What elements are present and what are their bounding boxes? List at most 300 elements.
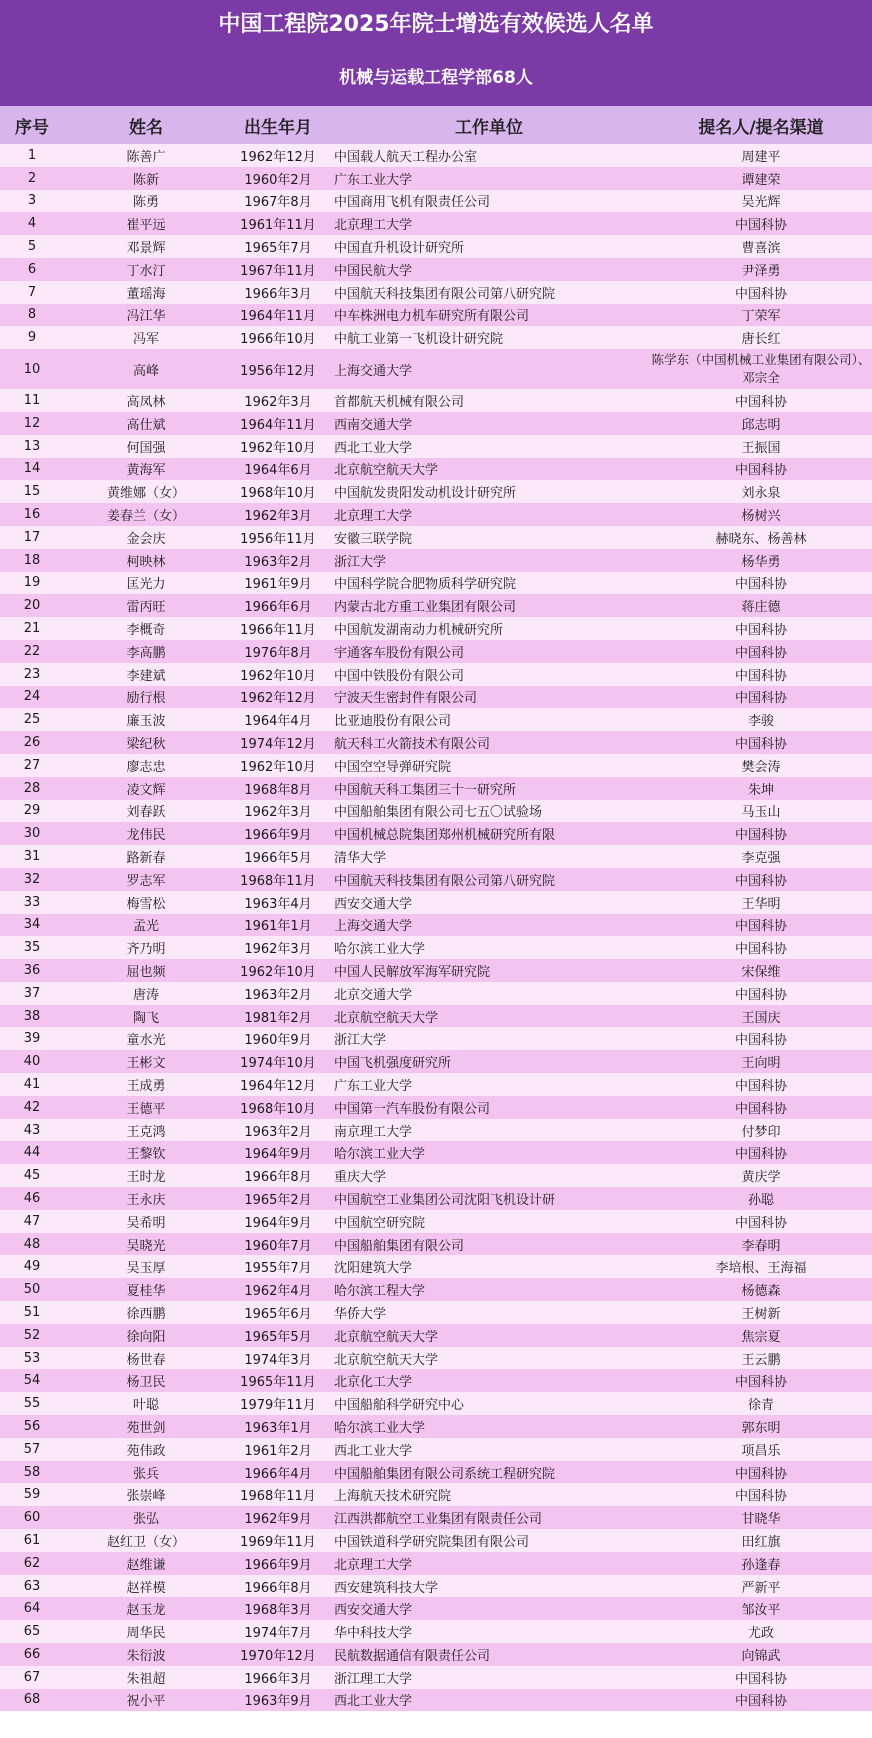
table-row: [0, 1164, 872, 1187]
cell-no: 56: [23, 1418, 41, 1434]
table-row: [0, 640, 872, 663]
cell-nominator: 付梦印: [741, 1124, 781, 1140]
cell-nominator: 樊会涛: [741, 759, 781, 775]
cell-birth: 1965年5月: [244, 1329, 312, 1345]
cell-name: 唐涛: [132, 987, 159, 1003]
cell-no: 8: [27, 307, 37, 323]
cell-unit: 北京航空航天大学: [334, 463, 439, 479]
table-row: [0, 1119, 872, 1142]
cell-unit: 江西洪都航空工业集团有限责任公司: [334, 1512, 543, 1528]
cell-nominator: 周建平: [741, 149, 781, 165]
cell-unit: 西北工业大学: [334, 1694, 413, 1710]
table-row: [0, 412, 872, 435]
cell-unit: 沈阳建筑大学: [334, 1261, 413, 1277]
cell-birth: 1964年11月: [240, 417, 316, 433]
cell-nominator: 杨华勇: [741, 554, 781, 570]
cell-birth: 1968年11月: [240, 873, 316, 889]
cell-nominator: 中国科协: [734, 1466, 787, 1482]
cell-no: 27: [23, 757, 41, 773]
cell-unit: 上海交通大学: [334, 363, 413, 379]
cell-no: 28: [23, 780, 41, 796]
cell-birth: 1955年7月: [244, 1261, 312, 1277]
cell-no: 62: [23, 1555, 41, 1571]
cell-name: 冯军: [132, 332, 159, 348]
cell-no: 26: [23, 735, 41, 751]
cell-unit: 中国科学院合肥物质科学研究院: [334, 577, 517, 593]
cell-nominator: 中国科协: [734, 668, 787, 684]
table-row: [0, 281, 872, 304]
cell-nominator: 杨德森: [741, 1284, 781, 1300]
cell-no: 41: [23, 1076, 41, 1092]
cell-name: 廉玉波: [126, 714, 166, 730]
table-row: [0, 1392, 872, 1415]
cell-name: 罗志军: [126, 873, 166, 889]
cell-nominator: 中国科协: [734, 1078, 787, 1094]
table-row: [0, 731, 872, 754]
cell-name: 王黎钦: [126, 1147, 166, 1163]
cell-name: 王彬文: [126, 1056, 166, 1072]
cell-unit: 北京理工大学: [334, 218, 413, 234]
cell-nominator: 中国科协: [734, 1215, 787, 1231]
table-row: [0, 1255, 872, 1278]
cell-no: 36: [23, 962, 41, 978]
cell-nominator: 孙聪: [747, 1192, 774, 1208]
cell-unit: 内蒙古北方重工业集团有限公司: [334, 600, 517, 616]
cell-name: 朱祖超: [126, 1671, 166, 1687]
table-row: [0, 480, 872, 503]
table-row: [0, 914, 872, 937]
cell-no: 51: [23, 1304, 41, 1320]
table-row: [0, 326, 872, 349]
cell-birth: 1960年9月: [244, 1033, 312, 1049]
cell-birth: 1961年9月: [244, 577, 312, 593]
cell-no: 5: [27, 239, 37, 255]
table-row: [0, 663, 872, 686]
table-row: [0, 190, 872, 213]
cell-nominator: 中国科协: [734, 828, 787, 844]
cell-unit: 中国铁道科学研究院集团有限公司: [334, 1534, 530, 1550]
cell-unit: 北京交通大学: [334, 987, 413, 1003]
cell-unit: 宁波天生密封件有限公司: [334, 691, 478, 707]
cell-birth: 1966年9月: [244, 828, 312, 844]
cell-name: 张弘: [132, 1512, 159, 1528]
cell-unit: 中航工业第一飞机设计研究院: [334, 332, 504, 348]
cell-nominator: 谭建荣: [741, 172, 781, 188]
table-row: [0, 458, 872, 481]
cell-birth: 1963年4月: [244, 896, 312, 912]
cell-name: 廖志忠: [126, 759, 166, 775]
table-row: [0, 1096, 872, 1119]
cell-no: 9: [27, 330, 37, 346]
cell-unit: 浙江理工大学: [334, 1671, 413, 1687]
cell-no: 45: [23, 1168, 41, 1184]
cell-name: 吴晓光: [126, 1238, 166, 1254]
cell-name: 金会庆: [126, 531, 166, 547]
cell-no: 44: [23, 1145, 41, 1161]
cell-birth: 1976年8月: [244, 645, 312, 661]
header-no: 序号: [15, 117, 49, 138]
cell-unit: 浙江大学: [334, 554, 387, 570]
cell-name: 杨卫民: [126, 1375, 166, 1391]
cell-name: 王克鸿: [126, 1124, 166, 1140]
cell-name: 雷丙旺: [126, 600, 166, 616]
cell-birth: 1966年3月: [244, 286, 312, 302]
cell-no: 19: [23, 575, 41, 591]
cell-nominator: 朱坤: [747, 782, 774, 798]
cell-birth: 1964年12月: [240, 1078, 316, 1094]
table-row: [0, 1438, 872, 1461]
cell-unit: 中国航天科技集团有限公司第八研究院: [334, 286, 556, 302]
cell-birth: 1964年4月: [244, 714, 312, 730]
cell-unit: 北京航空航天大学: [334, 1329, 439, 1345]
cell-birth: 1966年10月: [240, 332, 316, 348]
cell-unit: 中国船舶集团有限公司七五〇试验场: [334, 805, 543, 821]
cell-no: 40: [23, 1054, 41, 1070]
cell-unit: 中国载人航天工程办公室: [334, 149, 478, 165]
cell-nominator: 王树新: [741, 1306, 781, 1322]
cell-no: 30: [23, 826, 41, 842]
cell-unit: 中车株洲电力机车研究所有限公司: [334, 309, 530, 325]
cell-name: 朱衍波: [126, 1648, 166, 1664]
cell-no: 16: [23, 507, 41, 523]
table-row: [0, 1324, 872, 1347]
cell-name: 路新春: [126, 851, 166, 866]
cell-name: 梅雪松: [126, 896, 166, 912]
cell-birth: 1966年5月: [244, 851, 312, 866]
cell-name: 王时龙: [126, 1170, 166, 1186]
cell-no: 38: [23, 1008, 41, 1024]
table-row: [0, 891, 872, 914]
table-row: [0, 754, 872, 777]
cell-birth: 1974年10月: [240, 1056, 316, 1072]
table-row: [0, 144, 872, 167]
table-row: [0, 822, 872, 845]
cell-no: 1: [27, 147, 37, 163]
cell-unit: 中国空空导弹研究院: [334, 759, 452, 775]
cell-birth: 1970年12月: [240, 1648, 316, 1664]
cell-name: 孟光: [132, 919, 159, 935]
cell-birth: 1962年10月: [240, 759, 316, 775]
table-row: [0, 1301, 872, 1324]
cell-nominator: 邱志明: [741, 417, 781, 433]
cell-name: 崔平远: [126, 218, 166, 234]
cell-name: 陈善广: [126, 149, 166, 165]
cell-no: 34: [23, 917, 41, 933]
table-row: [0, 1278, 872, 1301]
cell-name: 苑伟政: [126, 1443, 166, 1459]
cell-name: 吴希明: [126, 1215, 166, 1231]
cell-no: 57: [23, 1441, 41, 1457]
cell-no: 60: [23, 1510, 41, 1526]
cell-birth: 1965年6月: [244, 1306, 312, 1322]
cell-unit: 中国第一汽车股份有限公司: [334, 1101, 491, 1117]
cell-unit: 哈尔滨工业大学: [334, 1147, 426, 1163]
cell-unit: 中国人民解放军海军研究院: [334, 964, 491, 980]
page-title: 中国工程院2025年院士增选有效候选人名单: [0, 0, 872, 50]
cell-name: 赵祥模: [126, 1580, 166, 1596]
table-row: [0, 1027, 872, 1050]
cell-birth: 1968年11月: [240, 1489, 316, 1505]
cell-no: 35: [23, 940, 41, 956]
header-birth: 出生年月: [244, 117, 312, 138]
cell-no: 53: [23, 1350, 41, 1366]
cell-nominator: 刘永泉: [741, 486, 781, 502]
cell-name: 凌文辉: [126, 782, 166, 798]
page-subtitle: 机械与运载工程学部68人: [0, 50, 872, 106]
table-row: [0, 686, 872, 709]
cell-birth: 1961年1月: [244, 919, 312, 935]
cell-name: 屈也频: [126, 964, 166, 980]
cell-unit: 中国航天科工集团三十一研究所: [334, 782, 517, 798]
cell-name: 姜春兰（女）: [106, 509, 185, 525]
cell-nominator: 李克强: [741, 851, 781, 866]
cell-birth: 1966年8月: [244, 1170, 312, 1186]
cell-name: 李建斌: [126, 668, 166, 684]
cell-no: 59: [23, 1487, 41, 1503]
cell-unit: 北京化工大学: [334, 1375, 413, 1391]
cell-unit: 航天科工火箭技术有限公司: [334, 737, 491, 753]
cell-birth: 1961年11月: [240, 218, 316, 234]
cell-no: 21: [23, 621, 41, 637]
cell-birth: 1964年9月: [244, 1215, 312, 1231]
table-row: [0, 389, 872, 412]
cell-birth: 1968年10月: [240, 486, 316, 502]
table-row: [0, 982, 872, 1005]
cell-nominator: 杨树兴: [741, 509, 781, 525]
cell-name: 冯江华: [126, 309, 166, 325]
cell-birth: 1967年11月: [240, 263, 316, 279]
cell-nominator: 王振国: [741, 440, 781, 456]
cell-unit: 中国航发湖南动力机械研究所: [334, 623, 504, 639]
cell-nominator: 曹喜滨: [741, 241, 781, 257]
table-row: [0, 617, 872, 640]
cell-unit: 北京理工大学: [334, 509, 413, 525]
cell-unit: 浙江大学: [334, 1033, 387, 1049]
cell-unit: 中国直升机设计研究所: [334, 241, 465, 257]
cell-no: 42: [23, 1099, 41, 1115]
cell-unit: 华中科技大学: [334, 1626, 413, 1642]
cell-birth: 1962年12月: [240, 149, 316, 165]
cell-nominator: 宋保维: [741, 964, 781, 980]
cell-name: 刘春跃: [126, 805, 166, 821]
cell-no: 13: [23, 438, 41, 454]
cell-nominator: 孙逢春: [741, 1557, 781, 1573]
table-row: [0, 526, 872, 549]
cell-unit: 中国机械总院集团郑州机械研究所有限: [334, 828, 556, 844]
cell-nominator: 中国科协: [734, 691, 787, 707]
table-row: [0, 435, 872, 458]
cell-name: 童水光: [126, 1033, 166, 1049]
cell-name: 高仕斌: [126, 417, 166, 433]
cell-nominator: 焦宗夏: [741, 1329, 781, 1345]
cell-unit: 安徽三联学院: [334, 531, 413, 547]
cell-no: 52: [23, 1327, 41, 1343]
table-row: [0, 1210, 872, 1233]
cell-unit: 西北工业大学: [334, 440, 413, 456]
cell-name: 李概奇: [126, 623, 166, 639]
cell-no: 58: [23, 1464, 41, 1480]
cell-nominator: 陈学东（中国机械工业集团有限公司）、邓宗全: [651, 352, 871, 386]
cell-nominator: 李春明: [741, 1238, 781, 1254]
cell-name: 梁纪秋: [126, 737, 166, 753]
cell-unit: 中国航空工业集团公司沈阳飞机设计研: [334, 1192, 556, 1208]
cell-unit: 北京航空航天大学: [334, 1352, 439, 1368]
cell-name: 黄维娜（女）: [106, 486, 185, 502]
cell-name: 赵维谦: [126, 1557, 166, 1573]
table-row: [0, 167, 872, 190]
cell-unit: 西南交通大学: [334, 417, 413, 433]
cell-no: 68: [23, 1692, 41, 1708]
cell-nominator: 唐长红: [741, 332, 781, 348]
cell-birth: 1966年6月: [244, 600, 312, 616]
cell-birth: 1962年4月: [244, 1284, 312, 1300]
cell-birth: 1968年8月: [244, 782, 312, 798]
table-row: [0, 1666, 872, 1689]
cell-unit: 广东工业大学: [334, 1078, 413, 1094]
cell-birth: 1966年11月: [240, 623, 316, 639]
cell-unit: 中国船舶科学研究中心: [334, 1398, 465, 1414]
cell-nominator: 黄庆学: [741, 1170, 781, 1186]
cell-nominator: 严新平: [741, 1580, 781, 1596]
cell-unit: 北京航空航天大学: [334, 1010, 439, 1026]
cell-birth: 1963年2月: [244, 987, 312, 1003]
cell-unit: 中国船舶集团有限公司: [334, 1238, 465, 1254]
cell-unit: 中国航发贵阳发动机设计研究所: [334, 486, 517, 502]
cell-unit: 宇通客车股份有限公司: [334, 645, 465, 661]
table-row: [0, 503, 872, 526]
cell-name: 吴玉厚: [126, 1261, 166, 1277]
table-row: [0, 1689, 872, 1712]
cell-nominator: 中国科协: [734, 1489, 787, 1505]
cell-unit: 比亚迪股份有限公司: [334, 714, 452, 730]
cell-nominator: 田红旗: [741, 1534, 781, 1550]
cell-no: 2: [27, 170, 37, 186]
cell-birth: 1963年9月: [244, 1694, 312, 1710]
cell-nominator: 中国科协: [734, 987, 787, 1003]
cell-unit: 哈尔滨工业大学: [334, 942, 426, 958]
cell-name: 王永庆: [126, 1192, 166, 1208]
cell-name: 赵玉龙: [126, 1603, 166, 1619]
cell-name: 张崇峰: [126, 1489, 166, 1505]
cell-no: 7: [27, 284, 37, 300]
header-unit: 工作单位: [455, 117, 523, 138]
cell-name: 陶飞: [132, 1010, 159, 1026]
cell-nominator: 中国科协: [734, 395, 787, 411]
cell-name: 高凤林: [126, 395, 166, 411]
table-row: [0, 1506, 872, 1529]
table-row: [0, 1575, 872, 1598]
table-header: [0, 106, 872, 144]
cell-birth: 1962年3月: [244, 509, 312, 525]
cell-unit: 哈尔滨工业大学: [334, 1420, 426, 1436]
cell-unit: 西安建筑科技大学: [334, 1580, 439, 1596]
cell-nominator: 中国科协: [734, 919, 787, 935]
cell-birth: 1962年12月: [240, 691, 316, 707]
cell-no: 29: [23, 803, 41, 819]
cell-unit: 民航数据通信有限责任公司: [334, 1648, 491, 1664]
table-row: [0, 936, 872, 959]
table-row: [0, 1483, 872, 1506]
cell-no: 49: [23, 1259, 41, 1275]
table-row: [0, 1461, 872, 1484]
cell-name: 王成勇: [126, 1078, 166, 1094]
table-row: [0, 1073, 872, 1096]
table-row: [0, 1415, 872, 1438]
cell-birth: 1963年1月: [244, 1420, 312, 1436]
cell-no: 20: [23, 598, 41, 614]
cell-no: 3: [27, 193, 37, 209]
cell-name: 徐向阳: [126, 1329, 166, 1345]
cell-no: 64: [23, 1601, 41, 1617]
cell-birth: 1968年3月: [244, 1603, 312, 1619]
cell-unit: 中国船舶集团有限公司系统工程研究院: [334, 1466, 556, 1482]
cell-birth: 1962年3月: [244, 395, 312, 411]
cell-name: 匡光力: [126, 577, 166, 593]
cell-no: 23: [23, 666, 41, 682]
cell-birth: 1965年11月: [240, 1375, 316, 1391]
cell-birth: 1962年3月: [244, 805, 312, 821]
cell-name: 励行根: [126, 691, 166, 707]
cell-no: 46: [23, 1190, 41, 1206]
cell-birth: 1962年3月: [244, 942, 312, 958]
cell-birth: 1981年2月: [244, 1010, 312, 1026]
cell-birth: 1974年7月: [244, 1626, 312, 1642]
cell-nominator: 中国科协: [734, 577, 787, 593]
cell-birth: 1974年12月: [240, 737, 316, 753]
cell-name: 柯映林: [126, 554, 166, 570]
cell-no: 39: [23, 1031, 41, 1047]
table-row: [0, 1597, 872, 1620]
table-row: [0, 594, 872, 617]
cell-no: 67: [23, 1669, 41, 1685]
cell-nominator: 吴光辉: [741, 195, 781, 211]
cell-nominator: 中国科协: [734, 737, 787, 753]
cell-no: 54: [23, 1373, 41, 1389]
cell-nominator: 中国科协: [734, 873, 787, 889]
table-row: [0, 304, 872, 327]
table-row: [0, 572, 872, 595]
cell-nominator: 王向明: [741, 1056, 781, 1072]
cell-name: 何国强: [126, 440, 166, 456]
cell-unit: 上海航天技术研究院: [334, 1489, 452, 1505]
cell-name: 李高鹏: [126, 645, 166, 661]
cell-unit: 西北工业大学: [334, 1443, 413, 1459]
cell-nominator: 向锦武: [741, 1648, 781, 1664]
cell-no: 37: [23, 985, 41, 1001]
table-row: [0, 800, 872, 823]
cell-no: 4: [27, 216, 37, 232]
cell-nominator: 李骏: [747, 714, 774, 730]
cell-name: 周华民: [126, 1626, 166, 1642]
cell-birth: 1966年3月: [244, 1671, 312, 1687]
cell-unit: 首都航天机械有限公司: [334, 395, 465, 411]
cell-no: 25: [23, 712, 41, 728]
table-row: [0, 1141, 872, 1164]
table-row: [0, 1187, 872, 1210]
table-row: [0, 1233, 872, 1256]
cell-birth: 1964年11月: [240, 309, 316, 325]
cell-name: 苑世剑: [126, 1420, 166, 1436]
cell-unit: 中国商用飞机有限责任公司: [334, 195, 491, 211]
cell-unit: 上海交通大学: [334, 919, 413, 935]
cell-birth: 1964年6月: [244, 463, 312, 479]
cell-name: 祝小平: [126, 1694, 166, 1710]
cell-name: 齐乃明: [126, 942, 166, 958]
cell-unit: 重庆大学: [334, 1170, 387, 1186]
cell-name: 黄海军: [126, 463, 166, 479]
cell-birth: 1965年7月: [244, 241, 312, 257]
cell-no: 12: [23, 415, 41, 431]
